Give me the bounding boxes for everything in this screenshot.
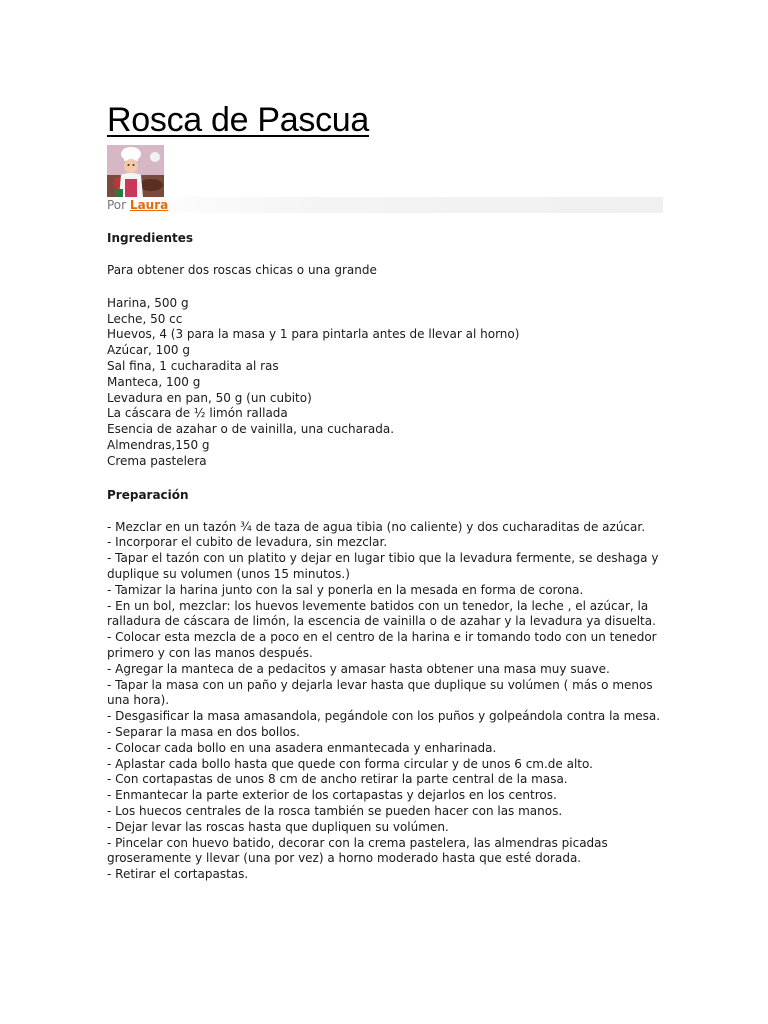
ingredients-list	[107, 296, 667, 470]
ingredient-item: Huevos, 4 (3 para la masa y 1 para pintarla antes de llevar al horno)	[107, 327, 520, 342]
step-item: - Enmantecar la parte exterior de los cortapastas y dejarlos en los centros.	[107, 788, 557, 803]
author-link[interactable]: Laura	[129, 198, 169, 212]
page-title: Rosca de Pascua	[107, 101, 369, 139]
ingredient-item: Esencia de azahar o de vainilla, una cucharada.	[107, 422, 395, 437]
ingredients-heading: Ingredientes	[107, 231, 194, 245]
ingredient-item: La cáscara de ½ limón rallada	[107, 406, 288, 421]
recipe-page	[107, 98, 667, 883]
step-item: - Separar la masa en dos bollos.	[107, 724, 300, 739]
step-item: - En un bol, mezclar: los huevos levemente batidos con un tenedor, la leche , el azúcar, la ralladura de cáscara de limón, la escencia de vainilla o de azahar y la levadura ya disuelta.	[107, 598, 656, 629]
step-item: - Colocar esta mezcla de a poco en el centro de la harina e ir tomando todo con un tenedor primero y con las manos después.	[107, 630, 657, 660]
ingredient-item: Azúcar, 100 g	[107, 343, 190, 358]
step-item: - Pincelar con huevo batido, decorar con la crema pastelera, las almendras picadas groseramente y llevar (una por vez) a horno moderado hasta que esté dorada.	[107, 835, 608, 866]
preparation-heading: Preparación	[107, 487, 189, 502]
step-item: - Tapar la masa con un paño y dejarla levar hasta que duplique su volúmen ( más o menos una hora).	[107, 677, 653, 708]
step-item: - Mezclar en un tazón ¾ de taza de agua tibia (no caliente) y dos cucharaditas de azúcar.	[107, 519, 646, 534]
chef-avatar-icon[interactable]	[107, 145, 164, 197]
step-item: - Desgasificar la masa amasandola, pegándole con los puños y golpeándola contra la mesa.	[107, 709, 661, 724]
step-item: - Los huecos centrales de la rosca también se pueden hacer con las manos.	[107, 803, 563, 818]
ingredient-item: Levadura en pan, 50 g (un cubito)	[107, 390, 312, 405]
ingredient-item: Leche, 50 cc	[107, 311, 183, 326]
step-item: - Con cortapastas de unos 8 cm de ancho retirar la parte central de la masa.	[107, 772, 568, 787]
step-item: - Colocar cada bollo en una asadera enmantecada y enharinada.	[107, 740, 497, 755]
step-item: - Tamizar la harina junto con la sal y ponerla en la mesada en forma de corona.	[107, 582, 584, 597]
byline-prefix: Por	[107, 198, 127, 212]
step-item: - Incorporar el cubito de levadura, sin mezclar.	[107, 535, 388, 550]
ingredients-intro: Para obtener dos roscas chicas o una grande	[107, 263, 377, 277]
ingredient-item: Harina, 500 g	[107, 295, 189, 310]
step-item: - Aplastar cada bollo hasta que quede con forma circular y de unos 6 cm.de alto.	[107, 756, 593, 771]
ingredient-item: Manteca, 100 g	[107, 374, 201, 389]
step-item: - Retirar el cortapastas.	[107, 867, 249, 882]
ingredient-item: Sal fina, 1 cucharadita al ras	[107, 358, 279, 373]
step-item: - Agregar la manteca de a pedacitos y amasar hasta obtener una masa muy suave.	[107, 661, 610, 676]
step-item: - Tapar el tazón con un platito y dejar en lugar tibio que la levadura fermente, se deshaga y duplique su volumen (unos 15 minutos.)	[107, 551, 659, 581]
preparation-steps	[107, 520, 667, 883]
step-item: - Dejar levar las roscas hasta que dupliquen su volúmen.	[107, 819, 449, 834]
ingredient-item: Almendras,150 g	[107, 437, 210, 452]
ingredient-item: Crema pastelera	[107, 453, 207, 468]
byline	[107, 197, 663, 213]
